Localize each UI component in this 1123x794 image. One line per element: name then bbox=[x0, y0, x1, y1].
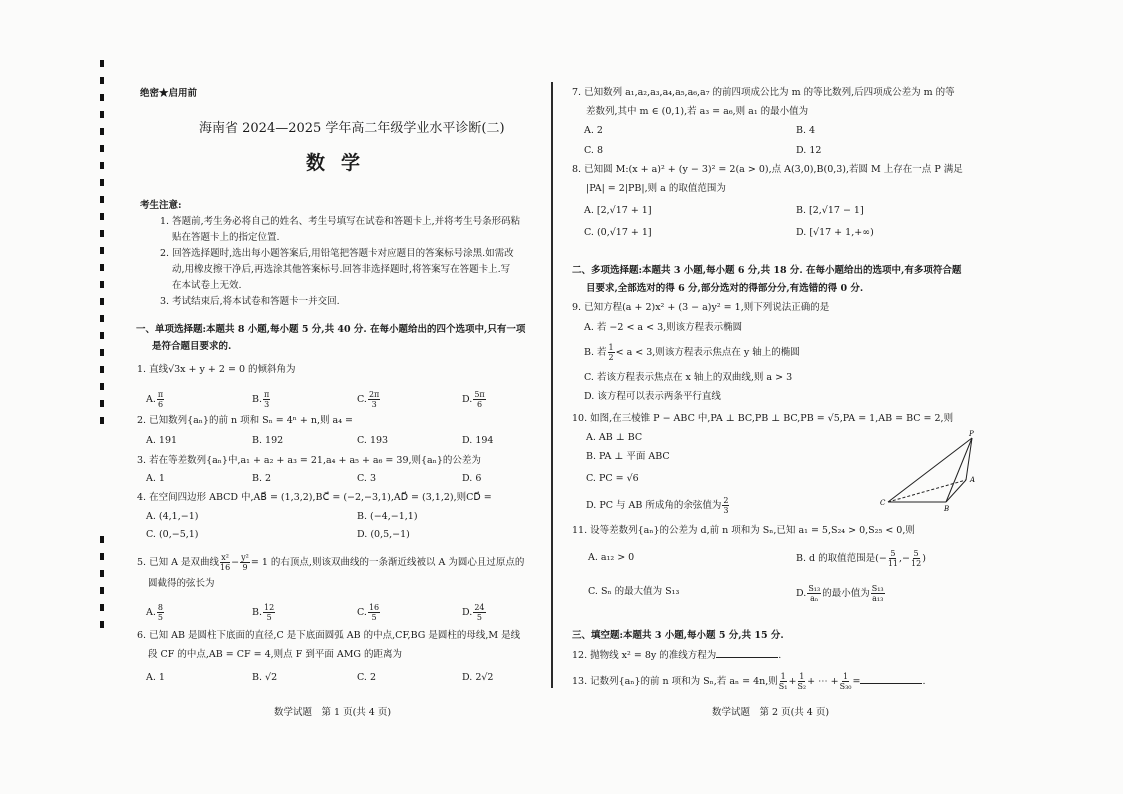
question-8-stem-cont: |PA| = 2|PB|,则 a 的取值范围为 bbox=[586, 183, 726, 194]
q4-option-b: B. (−4,−1,1) bbox=[357, 511, 418, 522]
question-11-stem: 11. 设等差数列{aₙ}的公差为 d,前 n 项和为 Sₙ,已知 a₁ = 5,S₂₄ > 0,S₂₅ < 0,则 bbox=[572, 525, 915, 536]
page-divider bbox=[551, 82, 553, 688]
notes-heading: 考生注意: bbox=[140, 200, 182, 211]
q1-option-a: A. $\frac{\pi}{6}$ bbox=[146, 390, 164, 409]
question-7-stem-cont: 差数列,其中 m ∈ (0,1),若 a₃ = a₆,则 a₁ 的最小值为 bbox=[586, 106, 809, 117]
binding-dash bbox=[100, 349, 104, 356]
binding-dash bbox=[100, 332, 104, 339]
q8-option-a: A. [2,√17 + 1] bbox=[584, 205, 652, 216]
q11-option-c: C. Sₙ 的最大值为 S₁₃ bbox=[588, 586, 680, 597]
binding-dash bbox=[100, 536, 104, 543]
binding-marks bbox=[100, 60, 104, 660]
right-page-footer: 数学试题 第 2 页(共 4 页) bbox=[712, 707, 830, 718]
binding-dash bbox=[100, 230, 104, 237]
q5-option-b: B. $\frac{12}{5}$ bbox=[252, 603, 275, 622]
label-a: A bbox=[970, 476, 976, 484]
question-13: 13. 记数列{aₙ}的前 n 项和为 Sₙ,若 aₙ = 4n,则 $\frac{1}{\text{S₁}}$ + $\frac{1}{\text{S₂}}$ + ⋯ + $\frac{1}{\text{S₃₀}}$ = . bbox=[572, 672, 926, 691]
section1-heading: 一、单项选择题:本题共 8 小题,每小题 5 分,共 40 分. 在每小题给出的四个选项中,只有一项 bbox=[136, 324, 526, 335]
q11-option-b: B. d 的取值范围是(− $\frac{5}{11}$ ,− $\frac{5}{12}$ ) bbox=[796, 549, 926, 568]
q2-option-c: C. 193 bbox=[357, 435, 389, 446]
q1-option-d: D. $\frac{5\pi}{6}$ bbox=[462, 390, 485, 409]
binding-dash bbox=[100, 417, 104, 424]
binding-dash bbox=[100, 570, 104, 577]
q8-option-d: D. [√17 + 1,+∞) bbox=[796, 227, 874, 238]
question-1-stem: 1. 直线√3x + y + 2 = 0 的倾斜角为 bbox=[137, 364, 296, 375]
subject-title: 数学 bbox=[306, 152, 377, 174]
q5-option-c: C. $\frac{16}{5}$ bbox=[357, 603, 380, 622]
binding-dash bbox=[100, 553, 104, 560]
question-7-stem: 7. 已知数列 a₁,a₂,a₃,a₄,a₅,a₆,a₇ 的前四项成公比为 m 的等比数列,后四项成公差为 m 的等 bbox=[572, 87, 955, 98]
left-page-footer: 数学试题 第 1 页(共 4 页) bbox=[274, 707, 392, 718]
binding-dash bbox=[100, 587, 104, 594]
question-3-stem: 3. 若在等差数列{aₙ}中,a₁ + a₂ + a₃ = 21,a₄ + a₅ + a₆ = 39,则{aₙ}的公差为 bbox=[137, 455, 481, 466]
q1-option-b: B. $\frac{\pi}{3}$ bbox=[252, 390, 270, 409]
q9-option-d: D. 该方程可以表示两条平行直线 bbox=[584, 391, 721, 402]
q4-option-d: D. (0,5,−1) bbox=[357, 529, 410, 540]
question-5-stem-cont: 圆截得的弦长为 bbox=[148, 578, 215, 589]
q2-option-b: B. 192 bbox=[252, 435, 284, 446]
question-12: 12. 抛物线 x² = 8y 的准线方程为 . bbox=[572, 650, 782, 661]
note-line: 动,用橡皮擦干净后,再选涂其他答案标号.回答非选择题时,将答案写在答题卡上.写 bbox=[172, 264, 511, 275]
q11-option-a: A. a₁₂ > 0 bbox=[588, 552, 635, 563]
q8-option-c: C. (0,√17 + 1] bbox=[584, 227, 652, 238]
q3-option-a: A. 1 bbox=[146, 473, 165, 484]
binding-dash bbox=[100, 281, 104, 288]
q6-option-b: B. √2 bbox=[252, 672, 278, 683]
section1-heading-cont: 是符合题目要求的. bbox=[152, 341, 232, 352]
q1-option-c: C. $\frac{2\pi}{3}$ bbox=[357, 390, 380, 409]
q10-option-a: A. AB ⊥ BC bbox=[586, 432, 643, 443]
pyramid-figure bbox=[876, 430, 986, 514]
secret-label: 绝密★启用前 bbox=[140, 88, 198, 99]
q6-option-a: A. 1 bbox=[146, 672, 165, 683]
question-6-stem: 6. 已知 AB 是圆柱下底面的直径,C 是下底面圆弧 AB 的中点,CF,BG 是圆柱的母线,M 是线 bbox=[137, 630, 521, 641]
binding-dash bbox=[100, 604, 104, 611]
note-line: 贴在答题卡上的指定位置. bbox=[172, 232, 280, 243]
note-line: 2. 回答选择题时,选出每小题答案后,用铅笔把答题卡对应题目的答案标号涂黑.如需改 bbox=[160, 248, 514, 259]
q10-option-d: D. PC 与 AB 所成角的余弦值为 $\frac{2}{3}$ bbox=[586, 496, 729, 515]
binding-dash bbox=[100, 60, 104, 67]
label-b: B bbox=[944, 505, 950, 513]
q5-option-d: D. $\frac{24}{5}$ bbox=[462, 603, 485, 622]
q8-option-b: B. [2,√17 − 1] bbox=[796, 205, 864, 216]
binding-dash bbox=[100, 213, 104, 220]
q7-option-d: D. 12 bbox=[796, 145, 822, 156]
question-8-stem: 8. 已知圆 M:(x + a)² + (y − 3)² = 2(a > 0),点 A(3,0),B(0,3),若圆 M 上存在一点 P 满足 bbox=[572, 164, 963, 175]
answer-blank[interactable] bbox=[860, 674, 922, 684]
note-line: 在本试卷上无效. bbox=[172, 280, 242, 291]
binding-dash bbox=[100, 145, 104, 152]
question-5-stem: 5. 已知 A 是双曲线 $\frac{\text{x²}}{16}$ − $\frac{\text{y²}}{9}$ = 1 的右顶点,则该双曲线的一条渐近线被以 A 为圆心且过原点的 bbox=[137, 553, 525, 572]
q3-option-b: B. 2 bbox=[252, 473, 272, 484]
q7-option-b: B. 4 bbox=[796, 125, 816, 136]
question-9-stem: 9. 已知方程(a + 2)x² + (3 − a)y² = 1,则下列说法正确的是 bbox=[572, 302, 830, 313]
binding-dash bbox=[100, 128, 104, 135]
q6-option-c: C. 2 bbox=[357, 672, 377, 683]
section2-heading-cont: 目要求,全部选对的得 6 分,部分选对的得部分分,有选错的得 0 分. bbox=[586, 283, 864, 294]
binding-dash bbox=[100, 366, 104, 373]
q6-option-d: D. 2√2 bbox=[462, 672, 494, 683]
section3-heading: 三、填空题:本题共 3 小题,每小题 5 分,共 15 分. bbox=[572, 630, 784, 641]
binding-dash bbox=[100, 400, 104, 407]
q4-option-a: A. (4,1,−1) bbox=[146, 511, 199, 522]
label-p: P bbox=[969, 430, 974, 438]
binding-dash bbox=[100, 247, 104, 254]
binding-dash bbox=[100, 621, 104, 628]
q10-option-c: C. PC = √6 bbox=[586, 473, 639, 484]
question-6-stem-cont: 段 CF 的中点,AB = CF = 4,则点 F 到平面 AMG 的距离为 bbox=[148, 649, 403, 660]
binding-dash bbox=[100, 196, 104, 203]
binding-dash bbox=[100, 162, 104, 169]
q3-option-d: D. 6 bbox=[462, 473, 482, 484]
note-line: 1. 答题前,考生务必将自己的姓名、考生号填写在试卷和答题卡上,并将考生号条形码粘 bbox=[160, 216, 521, 227]
label-c: C bbox=[880, 499, 886, 507]
q2-option-d: D. 194 bbox=[462, 435, 494, 446]
q10-option-b: B. PA ⊥ 平面 ABC bbox=[586, 451, 670, 462]
q7-option-c: C. 8 bbox=[584, 145, 604, 156]
q9-option-a: A. 若 −2 < a < 3,则该方程表示椭圆 bbox=[584, 322, 743, 333]
q4-option-c: C. (0,−5,1) bbox=[146, 529, 199, 540]
q2-option-a: A. 191 bbox=[146, 435, 178, 446]
question-2-stem: 2. 已知数列{aₙ}的前 n 项和 Sₙ = 4ⁿ + n,则 a₄ = bbox=[137, 415, 354, 426]
question-4-stem: 4. 在空间四边形 ABCD 中,AB⃗ = (1,3,2),BC⃗ = (−2,−3,1),AD⃗ = (3,1,2),则CD⃗ = bbox=[137, 492, 492, 503]
edge-ca-hidden bbox=[888, 480, 966, 502]
question-10-stem: 10. 如图,在三棱锥 P − ABC 中,PA ⊥ BC,PB ⊥ BC,PB = √5,PA = 1,AB = BC = 2,则 bbox=[572, 413, 954, 424]
binding-dash bbox=[100, 179, 104, 186]
q9-option-b: B. 若 $\frac{1}{2}$ < a < 3,则该方程表示焦点在 y 轴上的椭圆 bbox=[584, 343, 800, 362]
q9-option-c: C. 若该方程表示焦点在 x 轴上的双曲线,则 a > 3 bbox=[584, 372, 793, 383]
note-line: 3. 考试结束后,将本试卷和答题卡一并交回. bbox=[160, 296, 340, 307]
section2-heading: 二、多项选择题:本题共 3 小题,每小题 6 分,共 18 分. 在每小题给出的选项中,有多项符合题 bbox=[572, 265, 962, 276]
binding-dash bbox=[100, 264, 104, 271]
binding-dash bbox=[100, 111, 104, 118]
binding-dash bbox=[100, 77, 104, 84]
binding-dash bbox=[100, 383, 104, 390]
binding-dash bbox=[100, 94, 104, 101]
answer-blank[interactable] bbox=[716, 648, 778, 658]
binding-dash bbox=[100, 298, 104, 305]
q3-option-c: C. 3 bbox=[357, 473, 377, 484]
binding-dash bbox=[100, 315, 104, 322]
q7-option-a: A. 2 bbox=[584, 125, 603, 136]
q11-option-d: D. $\frac{\text{S₁₃}}{\text{aₙ}}$ 的最小值为 $\frac{\text{S₁₃}}{\text{a₁₃}}$ bbox=[796, 584, 884, 603]
exam-title: 海南省 2024—2025 学年高二年级学业水平诊断(二) bbox=[199, 121, 505, 136]
q5-option-a: A. $\frac{8}{5}$ bbox=[146, 603, 163, 622]
